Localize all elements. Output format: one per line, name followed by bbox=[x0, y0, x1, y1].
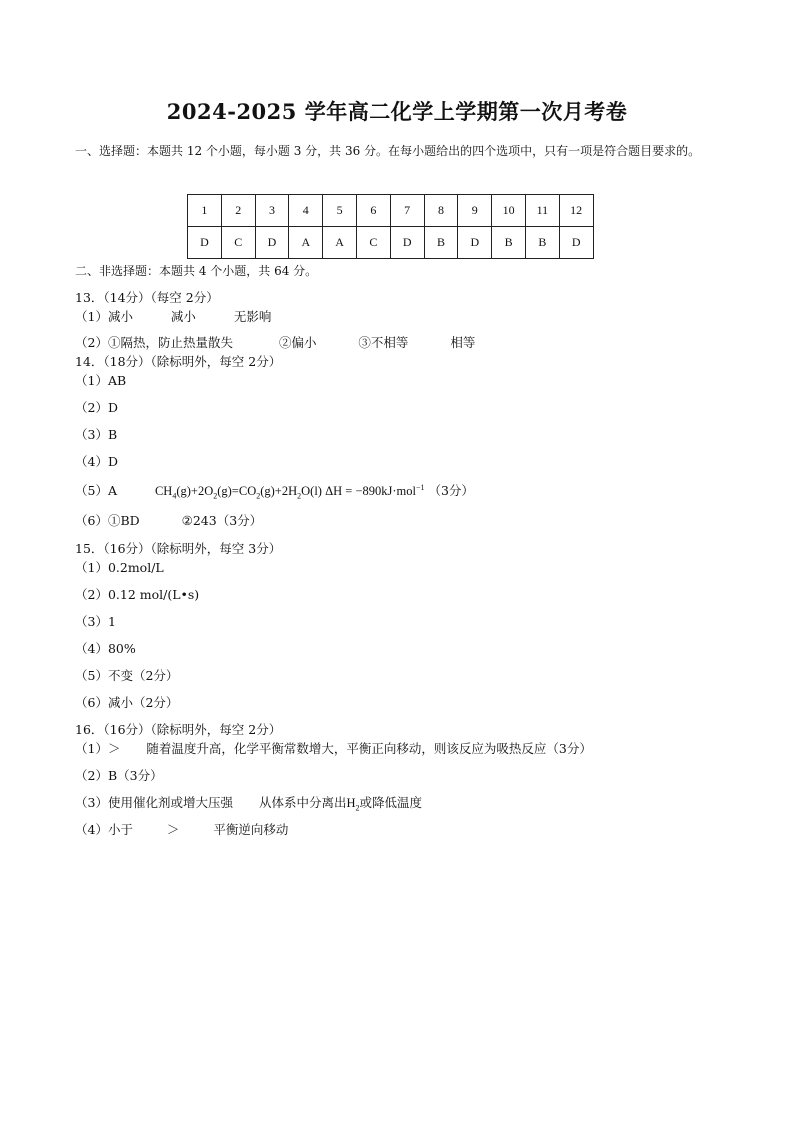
page-title: 2024-2025 学年高二化学上学期第一次月考卷 bbox=[166, 99, 628, 124]
q16-part3-b: 从体系中分离出 bbox=[258, 795, 347, 810]
table-cell-answer: C bbox=[356, 227, 390, 259]
table-cell-number: 6 bbox=[356, 195, 390, 227]
q14-part6-a: （6）①BD bbox=[75, 513, 140, 528]
q13-part1 bbox=[75, 307, 271, 325]
q16-part4-a: （4）小于 bbox=[75, 822, 133, 837]
q16-part3-a: （3）使用催化剂或增大压强 bbox=[75, 795, 233, 810]
table-cell-number: 5 bbox=[323, 195, 357, 227]
table-cell-answer: B bbox=[424, 227, 458, 259]
q15-part5: （5）不变（2分） bbox=[75, 668, 179, 683]
q16-part2: （2）B（3分） bbox=[75, 768, 163, 783]
q14-part4: （4）D bbox=[75, 454, 118, 469]
table-cell-number: 10 bbox=[492, 195, 526, 227]
q13-header: 13．（14分）（每空 2分） bbox=[75, 290, 219, 305]
table-cell-number: 3 bbox=[255, 195, 289, 227]
q16-part3 bbox=[75, 793, 422, 813]
table-cell-answer: A bbox=[289, 227, 323, 259]
table-cell-answer: C bbox=[221, 227, 255, 259]
q16-part4-c: 平衡逆向移动 bbox=[213, 822, 289, 837]
q14-part6-b: ②243（3分） bbox=[181, 513, 263, 528]
q15-header: 15．（16分）（除标明外，每空 3分） bbox=[75, 541, 282, 556]
q16-part1-b: 随着温度升高，化学平衡常数增大，平衡正向移动，则该反应为吸热反应（3分） bbox=[146, 741, 592, 756]
table-cell-answer: B bbox=[525, 227, 559, 259]
table-cell-number: 12 bbox=[559, 195, 593, 227]
section1-heading: 一、选择题：本题共 12 个小题，每小题 3 分，共 36 分。在每小题给出的四个选项中，只有一项是符合题目要求的。 bbox=[75, 144, 701, 158]
table-cell-answer: B bbox=[492, 227, 526, 259]
q15-part6: （6）减小（2分） bbox=[75, 695, 179, 710]
q16-part3-c: 或降低温度 bbox=[359, 795, 422, 810]
q14-part5-points: （3分） bbox=[428, 483, 474, 498]
table-cell-answer: D bbox=[188, 227, 222, 259]
q14-part6 bbox=[75, 511, 262, 529]
thermochemical-equation: $CH_4(g)+2O_2(g)=CO_2(g)+2H_2O(l) \Delta H = -890kJ\cdot mol^{-1}$ bbox=[154, 482, 425, 501]
q14-header: 14．（18分）（除标明外，每空 2分） bbox=[75, 354, 282, 369]
table-cell-number: 11 bbox=[525, 195, 559, 227]
table-cell-number: 2 bbox=[221, 195, 255, 227]
q16-part4-b: ＞ bbox=[166, 822, 180, 837]
q13-part2-d: 相等 bbox=[450, 335, 476, 350]
q15-part3: （3）1 bbox=[75, 614, 116, 629]
table-cell-number: 7 bbox=[390, 195, 424, 227]
section2-heading: 二、非选择题：本题共 4 个小题，共 64 分。 bbox=[75, 264, 318, 278]
q13-part2 bbox=[75, 333, 475, 351]
q16-part1 bbox=[75, 739, 592, 757]
q15-part4: （4）80% bbox=[75, 641, 136, 656]
answer-table-answer-row bbox=[188, 227, 594, 259]
table-cell-number: 8 bbox=[424, 195, 458, 227]
table-cell-number: 1 bbox=[188, 195, 222, 227]
table-cell-number: 4 bbox=[289, 195, 323, 227]
table-cell-answer: D bbox=[390, 227, 424, 259]
table-cell-answer: A bbox=[323, 227, 357, 259]
table-cell-number: 9 bbox=[458, 195, 492, 227]
q15-part1: （1）0.2mol/L bbox=[75, 560, 164, 575]
q13-part2-a: （2）①隔热，防止热量散失 bbox=[75, 335, 233, 350]
q13-part1-a: （1）减小 bbox=[75, 309, 133, 324]
q13-part1-c: 无影响 bbox=[233, 309, 272, 324]
q15-part2: （2）0.12 mol/(L•s) bbox=[75, 587, 200, 602]
q16-part4 bbox=[75, 820, 288, 838]
answer-table-number-row bbox=[188, 195, 594, 227]
q16-part1-a: （1）＞ bbox=[75, 741, 121, 756]
q14-part3: （3）B bbox=[75, 427, 118, 442]
q14-part2: （2）D bbox=[75, 400, 118, 415]
q13-part2-b: ②偏小 bbox=[278, 335, 317, 350]
table-cell-answer: D bbox=[559, 227, 593, 259]
q13-part2-c: ③不相等 bbox=[358, 335, 409, 350]
q14-part5 bbox=[75, 481, 474, 501]
q14-part5-label: （5）A bbox=[75, 483, 117, 498]
table-cell-answer: D bbox=[458, 227, 492, 259]
q16-header: 16．（16分）（除标明外，每空 2分） bbox=[75, 722, 282, 737]
table-cell-answer: D bbox=[255, 227, 289, 259]
q13-part1-b: 减小 bbox=[170, 309, 196, 324]
hydrogen-formula: $H_2$ bbox=[346, 796, 360, 813]
answer-table bbox=[187, 194, 594, 259]
q14-part1: （1）AB bbox=[75, 373, 127, 388]
